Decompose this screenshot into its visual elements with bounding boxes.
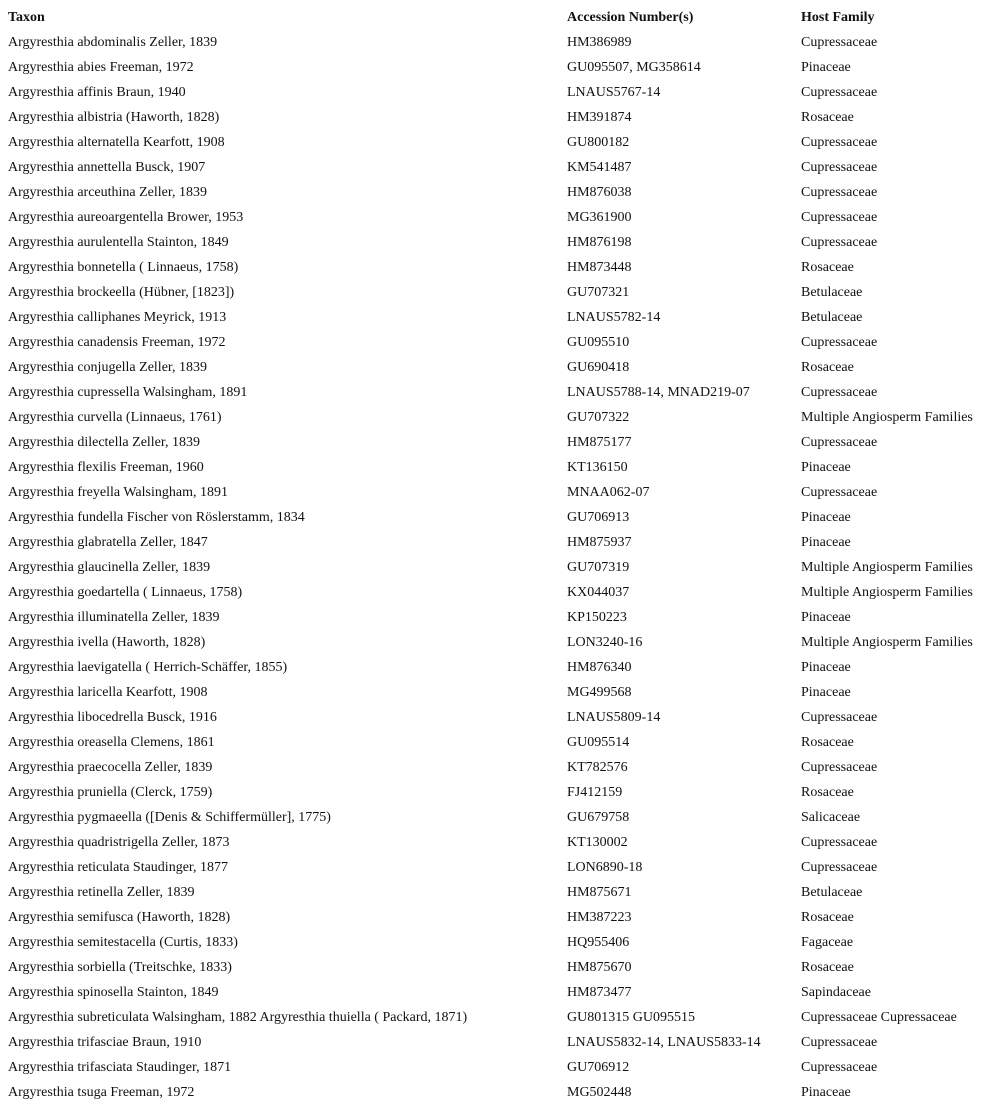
table-row (0, 830, 1007, 855)
table-row (0, 655, 1007, 680)
accession-cell: HM873477 (567, 985, 632, 1000)
table-row (0, 405, 1007, 430)
taxon-cell: Argyresthia laevigatella ( Herrich-Schäffer, 1855) (8, 660, 288, 675)
accession-cell: GU679758 (567, 810, 630, 825)
taxon-cell: Argyresthia canadensis Freeman, 1972 (8, 335, 226, 350)
accession-cell: HQ955406 (567, 935, 630, 950)
host-family-cell: Cupressaceae (801, 335, 878, 350)
taxon-cell: Argyresthia alternatella Kearfott, 1908 (8, 135, 225, 150)
accession-cell: GU706913 (567, 510, 630, 525)
host-family-cell: Cupressaceae (801, 385, 878, 400)
accession-cell: KT782576 (567, 760, 628, 775)
host-family-cell: Cupressaceae (801, 160, 878, 175)
taxon-cell: Argyresthia bonnetella ( Linnaeus, 1758) (8, 260, 239, 275)
host-family-cell: Pinaceae (801, 460, 851, 475)
accession-cell: KT130002 (567, 835, 628, 850)
taxon-cell: Argyresthia cupressella Walsingham, 1891 (8, 385, 248, 400)
taxon-cell: Argyresthia subreticulata Walsingham, 1882 Argyresthia thuiella ( Packard, 1871) (8, 1010, 468, 1025)
accession-cell: HM876198 (567, 235, 632, 250)
taxon-cell: Argyresthia glaucinella Zeller, 1839 (8, 560, 211, 575)
taxon-cell: Argyresthia pygmaeella ([Denis & Schiffermüller], 1775) (8, 810, 331, 825)
table-row (0, 505, 1007, 530)
accession-cell: GU690418 (567, 360, 630, 375)
table-row (0, 980, 1007, 1005)
table-row (0, 305, 1007, 330)
accession-cell: HM387223 (567, 910, 632, 925)
table-row (0, 480, 1007, 505)
taxon-cell: Argyresthia semitestacella (Curtis, 1833) (8, 935, 238, 950)
host-family-cell: Rosaceae (801, 960, 854, 975)
taxon-cell: Argyresthia aureoargentella Brower, 1953 (8, 210, 244, 225)
table-row (0, 155, 1007, 180)
host-family-cell: Cupressaceae (801, 435, 878, 450)
table-row (0, 1055, 1007, 1080)
host-family-cell: Cupressaceae (801, 85, 878, 100)
table-row (0, 730, 1007, 755)
accession-cell: KP150223 (567, 610, 627, 625)
taxon-cell: Argyresthia ivella (Haworth, 1828) (8, 635, 206, 650)
table-row (0, 255, 1007, 280)
taxon-cell: Argyresthia illuminatella Zeller, 1839 (8, 610, 220, 625)
table-row (0, 330, 1007, 355)
accession-cell: LNAUS5767-14 (567, 85, 661, 100)
table-row (0, 380, 1007, 405)
host-family-cell: Fagaceae (801, 935, 854, 950)
host-family-cell: Pinaceae (801, 535, 851, 550)
table-row (0, 905, 1007, 930)
taxon-cell: Argyresthia oreasella Clemens, 1861 (8, 735, 215, 750)
taxon-cell: Argyresthia fundella Fischer von Röslerstamm, 1834 (8, 510, 305, 525)
accession-cell: HM875670 (567, 960, 632, 975)
header-accession: Accession Number(s) (567, 10, 694, 25)
table-row (0, 355, 1007, 380)
table-row (0, 1030, 1007, 1055)
taxon-cell: Argyresthia abdominalis Zeller, 1839 (8, 35, 218, 50)
table-row (0, 605, 1007, 630)
table-row (0, 280, 1007, 305)
host-family-cell: Pinaceae (801, 60, 851, 75)
taxon-cell: Argyresthia praecocella Zeller, 1839 (8, 760, 213, 775)
taxon-cell: Argyresthia flexilis Freeman, 1960 (8, 460, 204, 475)
taxon-cell: Argyresthia quadristrigella Zeller, 1873 (8, 835, 230, 850)
table-row (0, 1005, 1007, 1030)
table-row (0, 130, 1007, 155)
host-family-cell: Pinaceae (801, 610, 851, 625)
table-row (0, 555, 1007, 580)
table-row (0, 1080, 1007, 1105)
accession-cell: HM873448 (567, 260, 632, 275)
table-header (0, 5, 1007, 30)
host-family-cell: Rosaceae (801, 910, 854, 925)
host-family-cell: Cupressaceae (801, 235, 878, 250)
accession-cell: HM876038 (567, 185, 632, 200)
taxon-cell: Argyresthia brockeella (Hübner, [1823]) (8, 285, 235, 300)
table-row (0, 80, 1007, 105)
taxon-cell: Argyresthia albistria (Haworth, 1828) (8, 110, 220, 125)
table-row (0, 230, 1007, 255)
taxon-cell: Argyresthia calliphanes Meyrick, 1913 (8, 310, 227, 325)
accession-cell: LNAUS5788-14, MNAD219-07 (567, 385, 750, 400)
table-row (0, 55, 1007, 80)
accession-cell: MNAA062-07 (567, 485, 650, 500)
accession-cell: GU095507, MG358614 (567, 60, 701, 75)
table-row (0, 930, 1007, 955)
accession-cell: HM875671 (567, 885, 632, 900)
accession-cell: KM541487 (567, 160, 632, 175)
table-row (0, 805, 1007, 830)
table-row (0, 755, 1007, 780)
taxon-cell: Argyresthia reticulata Staudinger, 1877 (8, 860, 229, 875)
taxon-cell: Argyresthia tsuga Freeman, 1972 (8, 1085, 195, 1100)
accession-cell: LNAUS5832-14, LNAUS5833-14 (567, 1035, 761, 1050)
taxon-cell: Argyresthia affinis Braun, 1940 (8, 85, 186, 100)
accession-cell: GU706912 (567, 1060, 630, 1075)
taxon-cell: Argyresthia retinella Zeller, 1839 (8, 885, 195, 900)
taxon-cell: Argyresthia freyella Walsingham, 1891 (8, 485, 228, 500)
host-family-cell: Pinaceae (801, 1085, 851, 1100)
host-family-cell: Cupressaceae (801, 185, 878, 200)
table-row (0, 205, 1007, 230)
taxon-cell: Argyresthia laricella Kearfott, 1908 (8, 685, 208, 700)
host-family-cell: Rosaceae (801, 785, 854, 800)
header-taxon: Taxon (8, 10, 45, 25)
accession-cell: HM876340 (567, 660, 632, 675)
taxon-cell: Argyresthia spinosella Stainton, 1849 (8, 985, 219, 1000)
host-family-cell: Multiple Angiosperm Families (801, 410, 973, 425)
accession-cell: GU800182 (567, 135, 630, 150)
accession-cell: LON6890-18 (567, 860, 643, 875)
accession-cell: LNAUS5782-14 (567, 310, 661, 325)
host-family-cell: Betulaceae (801, 310, 863, 325)
taxon-cell: Argyresthia conjugella Zeller, 1839 (8, 360, 208, 375)
accession-cell: GU095514 (567, 735, 630, 750)
host-family-cell: Rosaceae (801, 260, 854, 275)
accession-cell: HM391874 (567, 110, 632, 125)
host-family-cell: Betulaceae (801, 885, 863, 900)
host-family-cell: Cupressaceae (801, 710, 878, 725)
host-family-cell: Cupressaceae (801, 135, 878, 150)
host-family-cell: Pinaceae (801, 510, 851, 525)
accession-cell: HM875937 (567, 535, 632, 550)
host-family-cell: Cupressaceae (801, 1035, 878, 1050)
host-family-cell: Rosaceae (801, 360, 854, 375)
table-row (0, 780, 1007, 805)
table-row (0, 955, 1007, 980)
host-family-cell: Cupressaceae (801, 210, 878, 225)
taxon-cell: Argyresthia curvella (Linnaeus, 1761) (8, 410, 222, 425)
accession-cell: HM875177 (567, 435, 632, 450)
host-family-cell: Cupressaceae (801, 860, 878, 875)
accession-cell: LON3240-16 (567, 635, 643, 650)
table-row (0, 30, 1007, 55)
host-family-cell: Sapindaceae (801, 985, 871, 1000)
accession-cell: FJ412159 (567, 785, 623, 800)
accession-cell: GU707322 (567, 410, 630, 425)
table-row (0, 105, 1007, 130)
host-family-cell: Multiple Angiosperm Families (801, 560, 973, 575)
host-family-cell: Cupressaceae (801, 35, 878, 50)
taxon-cell: Argyresthia trifasciata Staudinger, 1871 (8, 1060, 232, 1075)
table-row (0, 580, 1007, 605)
host-family-cell: Cupressaceae (801, 835, 878, 850)
accession-cell: MG499568 (567, 685, 632, 700)
taxon-cell: Argyresthia trifasciae Braun, 1910 (8, 1035, 202, 1050)
host-family-cell: Salicaceae (801, 810, 861, 825)
host-family-cell: Pinaceae (801, 660, 851, 675)
table-row (0, 530, 1007, 555)
accession-cell: MG361900 (567, 210, 632, 225)
host-family-cell: Cupressaceae Cupressaceae (801, 1010, 957, 1025)
taxon-cell: Argyresthia dilectella Zeller, 1839 (8, 435, 201, 450)
accession-cell: LNAUS5809-14 (567, 710, 661, 725)
taxon-cell: Argyresthia aurulentella Stainton, 1849 (8, 235, 229, 250)
taxon-cell: Argyresthia pruniella (Clerck, 1759) (8, 785, 213, 800)
table-row (0, 455, 1007, 480)
taxon-cell: Argyresthia libocedrella Busck, 1916 (8, 710, 217, 725)
accession-cell: GU707321 (567, 285, 630, 300)
host-family-cell: Rosaceae (801, 735, 854, 750)
accession-cell: GU707319 (567, 560, 630, 575)
taxon-cell: Argyresthia goedartella ( Linnaeus, 1758) (8, 585, 243, 600)
taxon-cell: Argyresthia abies Freeman, 1972 (8, 60, 194, 75)
accession-cell: KT136150 (567, 460, 628, 475)
host-family-cell: Pinaceae (801, 685, 851, 700)
table-row (0, 680, 1007, 705)
host-family-cell: Multiple Angiosperm Families (801, 585, 973, 600)
accession-cell: GU095510 (567, 335, 630, 350)
table-row (0, 430, 1007, 455)
taxon-cell: Argyresthia annettella Busck, 1907 (8, 160, 206, 175)
accession-cell: HM386989 (567, 35, 632, 50)
table-row (0, 880, 1007, 905)
taxon-cell: Argyresthia semifusca (Haworth, 1828) (8, 910, 231, 925)
host-family-cell: Multiple Angiosperm Families (801, 635, 973, 650)
header-host-family: Host Family (801, 10, 875, 25)
table-body (0, 30, 1007, 1105)
table-row (0, 855, 1007, 880)
accession-cell: KX044037 (567, 585, 630, 600)
accession-cell: MG502448 (567, 1085, 632, 1100)
taxon-cell: Argyresthia glabratella Zeller, 1847 (8, 535, 208, 550)
host-family-cell: Cupressaceae (801, 760, 878, 775)
table-row (0, 180, 1007, 205)
host-family-cell: Cupressaceae (801, 1060, 878, 1075)
taxon-cell: Argyresthia sorbiella (Treitschke, 1833) (8, 960, 232, 975)
accession-cell: GU801315 GU095515 (567, 1010, 695, 1025)
host-family-cell: Betulaceae (801, 285, 863, 300)
table-row (0, 705, 1007, 730)
taxon-cell: Argyresthia arceuthina Zeller, 1839 (8, 185, 207, 200)
host-family-cell: Rosaceae (801, 110, 854, 125)
host-family-cell: Cupressaceae (801, 485, 878, 500)
table-row (0, 630, 1007, 655)
